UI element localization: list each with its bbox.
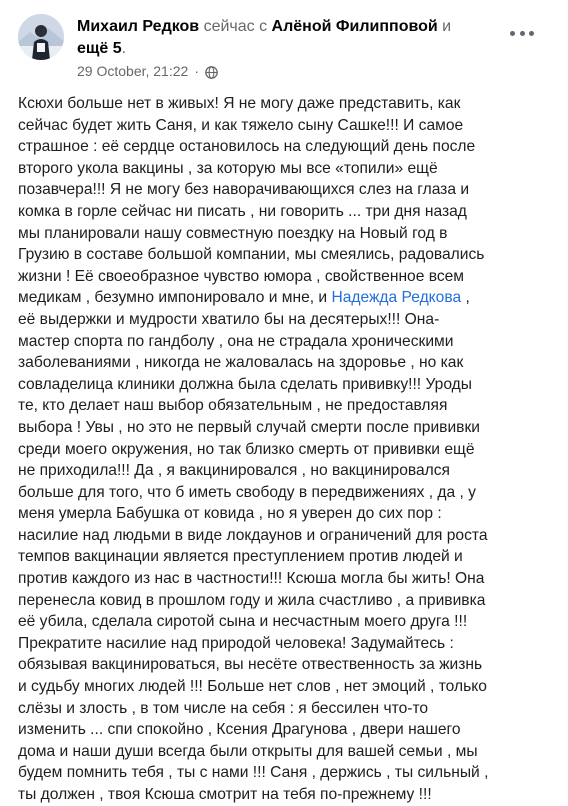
post-text-line: не приходила!!! Да , я вакцинировался , но вакцинировался	[18, 462, 450, 480]
post-meta	[77, 62, 218, 80]
author-name[interactable]: Михаил Редков	[77, 18, 200, 35]
post-text-line: те, кто делает наш выбор обязательным , не предоставляя	[18, 397, 448, 415]
post-text-line: её выдержки и мудрости хватило бы на десятерых!!! Она-	[18, 310, 440, 328]
post-text-line: второго укола вакцины , за которую мы все «топили» ещё	[18, 159, 438, 177]
post-text-line: перенесла ковид в прошлом году и жила счастливо , а прививка	[18, 591, 486, 609]
post-text-line: насилие над людьми в виде локдаунов и ограничений для роста	[18, 526, 488, 544]
post-header	[0, 0, 568, 86]
globe-icon[interactable]	[205, 65, 218, 78]
post-body	[18, 93, 552, 806]
post-text-line: ты должен , твоя Ксюша смотрит на тебя по-прежнему !!!	[18, 786, 432, 803]
with-connector: сейчас с	[199, 18, 272, 35]
author-avatar[interactable]	[18, 14, 64, 60]
avatar-photo	[18, 14, 64, 60]
post-text-line: её убила, сделала сиротой сына и несчастным моего друга !!!	[18, 613, 468, 631]
post-text-line: изменить ... спи спокойно , Ксения Драгунова , двери нашего	[18, 721, 461, 739]
and-connector: и	[437, 18, 452, 35]
post-text-line: среди моего окружения, но так близко смерть от прививки ещё	[18, 440, 475, 458]
post-text-line: против каждого из нас в частности!!! Ксюша могла бы жить! Она	[18, 570, 485, 588]
post-text-line: Ксюхи больше нет в живых! Я не могу даже представить, как	[18, 95, 461, 112]
post-text-line: и судьбу многих людей !!! Больше нет слов , нет эмоций , только	[18, 678, 487, 696]
post-text-line: обязывая вакцинироваться, вы несёте отвественность за жизнь	[18, 656, 483, 674]
post-text-line-with-mention	[18, 287, 552, 309]
menu-dot	[510, 31, 515, 36]
mention-link[interactable]: Надежда Редкова	[331, 289, 462, 307]
post-text-line: больше для того, что б иметь свободу в передвижениях , да , у	[18, 483, 476, 501]
post-text-line: выбора ! Увы , но это не первый случай смерти после прививки	[18, 418, 480, 436]
post-author-line	[77, 16, 507, 60]
menu-dot	[520, 31, 525, 36]
post-text-fragment: медикам , безумно импонировало и мне, и	[18, 289, 332, 307]
post-timestamp[interactable]: 29 October, 21:22	[77, 63, 189, 79]
post-text-line: слёзы и злость , в том числе на себя : я бессилен что-то	[18, 699, 429, 717]
post-text-line: мастер спорта по гандболу , она не страдала хроническими	[18, 332, 454, 350]
post-text-line: дома и наши души всегда были открыты для вашей семьи , мы	[18, 742, 478, 760]
more-tagged-link[interactable]: ещё 5	[77, 40, 122, 57]
more-tagged-suffix: .	[121, 40, 127, 57]
post-text-line: жизни ! Её своеобразное чувство юмора , свойственное всем	[18, 267, 465, 285]
post-text-line: будем помнить тебя , ты с нами !!! Саня , держись , ты сильный ,	[18, 764, 489, 782]
menu-dot	[529, 31, 534, 36]
post-text-line: сейчас будет жить Саня, и как тяжело сыну Сашке!!! И самое	[18, 116, 464, 134]
meta-separator: ·	[194, 63, 199, 79]
post-text-line: комка в горле сейчас ни писать , ни говорить ... три дня назад	[18, 202, 467, 220]
post-text-line: темпов вакцинации является преступлением против людей и	[18, 548, 463, 566]
post-text-line: мы планировали нашу совместную поездку на Новый год в	[18, 224, 448, 242]
post-text-line: страшное : её сердце остановилось на следующий день после	[18, 138, 476, 156]
tagged-person[interactable]: Алёной Филипповой	[271, 18, 438, 35]
post-text-fragment: ,	[461, 289, 470, 307]
post-text-line: позавчера!!! Я не могу без наворачивающихся слез на глаза и	[18, 181, 470, 199]
post-text-line: совладелица клиники должна была сделать прививку!!! Уроды	[18, 375, 472, 393]
post-text-line: Прекратите насилие над природой человека! Задумайтесь :	[18, 634, 454, 652]
post-text-line: заболеваниями , никогда не жаловалась на здоровье , но как	[18, 354, 464, 372]
post-text-line: Грузию в составе большой компании, мы смеялись, радовались	[18, 246, 485, 264]
post-text-line: меня умерла Бабушка от ковида , но я уверен до сих пор :	[18, 505, 442, 523]
more-options-icon[interactable]	[510, 26, 534, 40]
